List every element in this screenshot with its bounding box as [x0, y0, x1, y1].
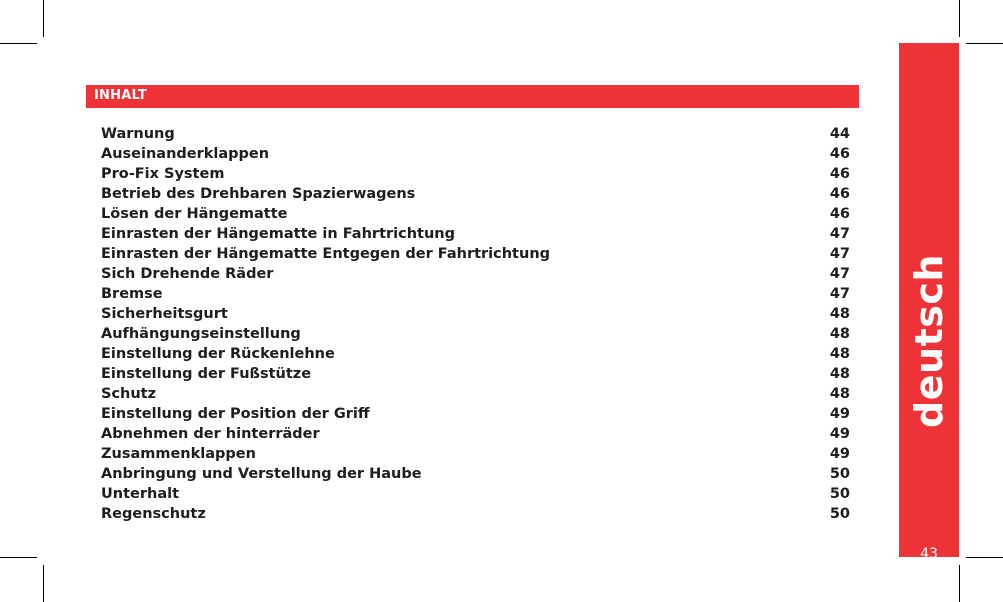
- table-of-contents: [101, 124, 850, 524]
- crop-mark: [959, 565, 960, 602]
- crop-mark: [966, 557, 1003, 558]
- toc-entry[interactable]: [101, 344, 850, 364]
- toc-entry[interactable]: [101, 304, 850, 324]
- crop-mark: [43, 565, 44, 602]
- toc-entry[interactable]: [101, 424, 850, 444]
- crop-mark: [966, 43, 1003, 44]
- toc-entry-page: 47: [829, 246, 850, 262]
- toc-entry-title: Lösen der Hängematte: [101, 206, 288, 222]
- toc-entry[interactable]: [101, 204, 850, 224]
- toc-entry[interactable]: [101, 284, 850, 304]
- toc-entry-title: Pro-Fix System: [101, 166, 225, 182]
- toc-entry-title: Einstellung der Position der Griff: [101, 406, 370, 422]
- toc-entry-title: Auseinanderklappen: [101, 146, 270, 162]
- toc-entry[interactable]: [101, 384, 850, 404]
- toc-entry-title: Schutz: [101, 386, 157, 402]
- toc-entry-page: 49: [829, 406, 850, 422]
- section-title: INHALT: [94, 88, 147, 103]
- toc-entry-title: Warnung: [101, 126, 175, 142]
- toc-entry-page: 46: [829, 206, 850, 222]
- toc-entry[interactable]: [101, 484, 850, 504]
- toc-entry-title: Einrasten der Hängematte Entgegen der Fahrtrichtung: [101, 246, 551, 262]
- toc-entry-page: 47: [829, 286, 850, 302]
- toc-entry[interactable]: [101, 364, 850, 384]
- toc-entry[interactable]: [101, 144, 850, 164]
- toc-entry-page: 49: [829, 446, 850, 462]
- toc-entry-title: Unterhalt: [101, 486, 180, 502]
- toc-entry-title: Einstellung der Rückenlehne: [101, 346, 335, 362]
- toc-entry[interactable]: [101, 124, 850, 144]
- toc-entry-page: 49: [829, 426, 850, 442]
- toc-entry-title: Abnehmen der hinterräder: [101, 426, 320, 442]
- toc-entry-page: 47: [829, 226, 850, 242]
- language-label: deutsch: [907, 254, 951, 428]
- language-tab: [899, 43, 959, 562]
- toc-entry-title: Sicherheitsgurt: [101, 306, 228, 322]
- toc-entry[interactable]: [101, 244, 850, 264]
- crop-mark: [959, 0, 960, 37]
- toc-entry[interactable]: [101, 224, 850, 244]
- toc-entry[interactable]: [101, 504, 850, 524]
- toc-entry[interactable]: [101, 184, 850, 204]
- toc-entry[interactable]: [101, 404, 850, 424]
- toc-entry-page: 48: [829, 386, 850, 402]
- toc-entry-page: 44: [829, 126, 850, 142]
- toc-entry-page: 46: [829, 186, 850, 202]
- toc-entry-page: 48: [829, 306, 850, 322]
- toc-entry-title: Regenschutz: [101, 506, 206, 522]
- toc-entry-page: 47: [829, 266, 850, 282]
- toc-entry[interactable]: [101, 324, 850, 344]
- toc-entry-page: 48: [829, 366, 850, 382]
- toc-entry[interactable]: [101, 264, 850, 284]
- toc-entry-page: 46: [829, 146, 850, 162]
- toc-entry-title: Anbringung und Verstellung der Haube: [101, 466, 422, 482]
- toc-entry-page: 50: [829, 506, 850, 522]
- section-header: [86, 85, 859, 108]
- toc-entry-page: 48: [829, 346, 850, 362]
- toc-entry-title: Bremse: [101, 286, 163, 302]
- toc-entry-title: Betrieb des Drehbaren Spazierwagens: [101, 186, 416, 202]
- toc-entry-page: 46: [829, 166, 850, 182]
- toc-entry-title: Zusammenklappen: [101, 446, 256, 462]
- toc-entry[interactable]: [101, 464, 850, 484]
- toc-entry[interactable]: [101, 164, 850, 184]
- toc-entry-page: 48: [829, 326, 850, 342]
- toc-entry-page: 50: [829, 466, 850, 482]
- toc-entry-title: Aufhängungseinstellung: [101, 326, 301, 342]
- toc-entry[interactable]: [101, 444, 850, 464]
- toc-entry-title: Sich Drehende Räder: [101, 266, 274, 282]
- toc-entry-title: Einstellung der Fußstütze: [101, 366, 312, 382]
- crop-mark: [0, 43, 37, 44]
- crop-mark: [0, 557, 37, 558]
- crop-mark: [43, 0, 44, 37]
- toc-entry-page: 50: [829, 486, 850, 502]
- toc-entry-title: Einrasten der Hängematte in Fahrtrichtung: [101, 226, 455, 242]
- page-number: 43: [920, 546, 938, 562]
